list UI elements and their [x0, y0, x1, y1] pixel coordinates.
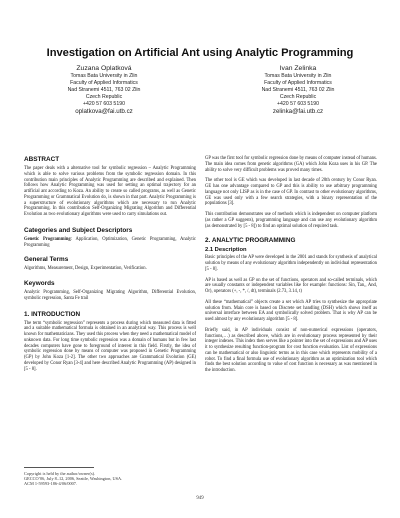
categories-bold: Genetic Programming — [24, 236, 71, 242]
copyright-footnote — [24, 467, 196, 487]
footnote-line: Copyright is held by the author/owner(s). — [24, 471, 96, 476]
paragraph: GP was the first tool for symbolic regression done by means of computer instead of humans. The main idea comes from genetic algorithms (GA) which John Koza uses in his GP. The ability to solve very difficult problems was proved many times. — [205, 156, 377, 173]
footnote-line: GECCO’06, July 8–12, 2006, Seattle, Washington, USA. — [24, 476, 123, 482]
general-terms-text: Algorithms, Measurement, Design, Experimentation, Verification. — [24, 266, 147, 272]
author-country: Czech Republic — [85, 93, 123, 100]
author-address: Nad Stranemi 4511, 763 02 Zlin — [261, 86, 335, 93]
page-number: 949 — [196, 496, 204, 501]
general-terms-heading: General Terms — [24, 256, 69, 264]
author-phone: +420 57 603 5190 — [277, 100, 319, 107]
footnote-rule — [24, 467, 94, 468]
author-affiliation: Tomas Bata University in Zlin — [70, 73, 138, 79]
author-affiliation: Tomas Bata University in Zlin — [264, 73, 332, 79]
author-faculty: Faculty of Applied Informatics — [264, 79, 332, 86]
paper-title: Investigation on Artificial Ant using Analytic Programming — [46, 47, 354, 59]
author-email[interactable]: oplatkova@fai.utb.cz — [75, 107, 133, 115]
categories-rest: : Application, Optimization, Genetic Programming, Analytic Programming — [24, 236, 196, 248]
paragraph: Basic principles of the AP were developed in the 2001 and stands for synthesis of analytical solution by means of any evolutionary algorithm independently on individual representation [5 - 8]. — [205, 255, 377, 272]
author-block-2 — [218, 64, 378, 116]
paragraph: This contribution demonstrates use of methods which is independent on computer platform (as rather a GP suggests), programming language and can use any evolutionary algorithm (as demonstrated by [5 - 8]) to find an optimal solution of required task. — [205, 212, 377, 229]
section-2-heading: 2. ANALYTIC PROGRAMMING — [205, 237, 296, 245]
abstract-text: The paper deals with a alternative tool for symbolic regression – Analytic Programming which is able to solve various problems from the symbolic regression domain. In this contribution main principles of Analytic Programming are described and explained. Then follows how Analytic Programming was used for setting an optimal trajectory for an artificial ant according to Koza. An ability to create so called programs, as well as Genetic Programming or Grammatical Evolution do, is shown in that part. Analytic Programming is a superstructure of evolutionary algorithms which are necessary to run Analytic Programming. In this contribution Self-Organizing Migrating Algorithm and Differential Evolution as two evolutionary algorithms were used to carry simulations out. — [24, 166, 196, 217]
paragraph: All these “mathematical” objects create a set which AP tries to synthesize the appropriate solution from. Main core is based on Discrete set handling (DSH) which shows itself as universal interface between EA and symbolically solved problem. That is why AP can be used almost by any evolutionary algorithm [5 - 8]. — [205, 299, 377, 322]
subsection-2-1-heading: 2.1 Description — [205, 247, 247, 254]
introduction-heading: 1. INTRODUCTION — [24, 310, 81, 318]
author-address: Nad Stranemi 4511, 763 02 Zlin — [67, 86, 141, 93]
author-faculty: Faculty of Applied Informatics — [70, 79, 138, 86]
right-column — [205, 156, 377, 379]
left-column — [24, 156, 196, 377]
author-block-1 — [24, 64, 184, 116]
keywords-heading: Keywords — [24, 280, 55, 287]
paragraph: Briefly said, in AP individuals consist of non-numerical expressions (operators, functions,…) as described above, which are in evolutionary process represented by their integer indexes. This index then serves like a pointer into the set of expressions and AP uses it to synthesize resulting function-program for cost function evaluation. List of expressions can be mathematical or also linguistic terms as in this case which represents mobility of a robot. To find a final formula use of evolutionary algorithm as an optimization tool which finds the best solution according to value of cost function is necessary as was mentioned in the introduction. — [205, 327, 377, 373]
author-email[interactable]: zelinka@fai.utb.cz — [272, 107, 324, 115]
author-phone: +420 57 603 5190 — [83, 100, 125, 107]
keywords-text: Analytic Programming, Self-Organizing Migrating Algorithm, Differential Evolution, symbolic regression, Santa Fe trail — [24, 290, 196, 301]
paragraph: The other tool is GE which was developed in last decade of 20th century by Conor Ryan. GE has one advantage compared to GP and this is ability to use arbitrary programming language not only LISP as is in the case of GP. In contrast to other evolutionary algorithms, GE was used only with a few search strategies, with a binary representation of the populations [3]. — [205, 178, 377, 207]
introduction-text: The term “symbolic regression” represents a process during which measured data is fitted and a suitable mathematical formula is obtained in an analytical way. This process is well known for mathematicians. They used this process when they need a mathematical model of unknown data. For long time symbolic regression was a domain of humans but in few last decades computers have gone to foreground of interest in this field. Firstly, the idea of symbolic regression done by means of computer was proposed in Genetic Programming (GP) by John Koza [1-2]. The other two approaches are Grammatical Evolution (GE) developed by Conor Ryan [3-4] and here described Analytic Programming (AP) designed in [5 - 8]. — [24, 320, 196, 372]
author-name: Zuzana Oplatková — [76, 65, 132, 72]
paragraph: AP is based as well as GP on the set of functions, operators and so-called terminals, which are usually constants or independent variables like for example: functions: Sin, Tan,, And, Or), operators (+, -, *, /, dt), terminals (2.73, 3.14, t) — [205, 277, 377, 294]
author-name: Ivan Zelinka — [279, 65, 317, 72]
footnote-line: ACM 1-59593-186-4/06/0007. — [24, 481, 77, 487]
abstract-heading: ABSTRACT — [24, 156, 60, 163]
author-country: Czech Republic — [279, 93, 317, 100]
categories-text — [24, 237, 196, 249]
categories-heading: Categories and Subject Descriptors — [24, 226, 133, 234]
